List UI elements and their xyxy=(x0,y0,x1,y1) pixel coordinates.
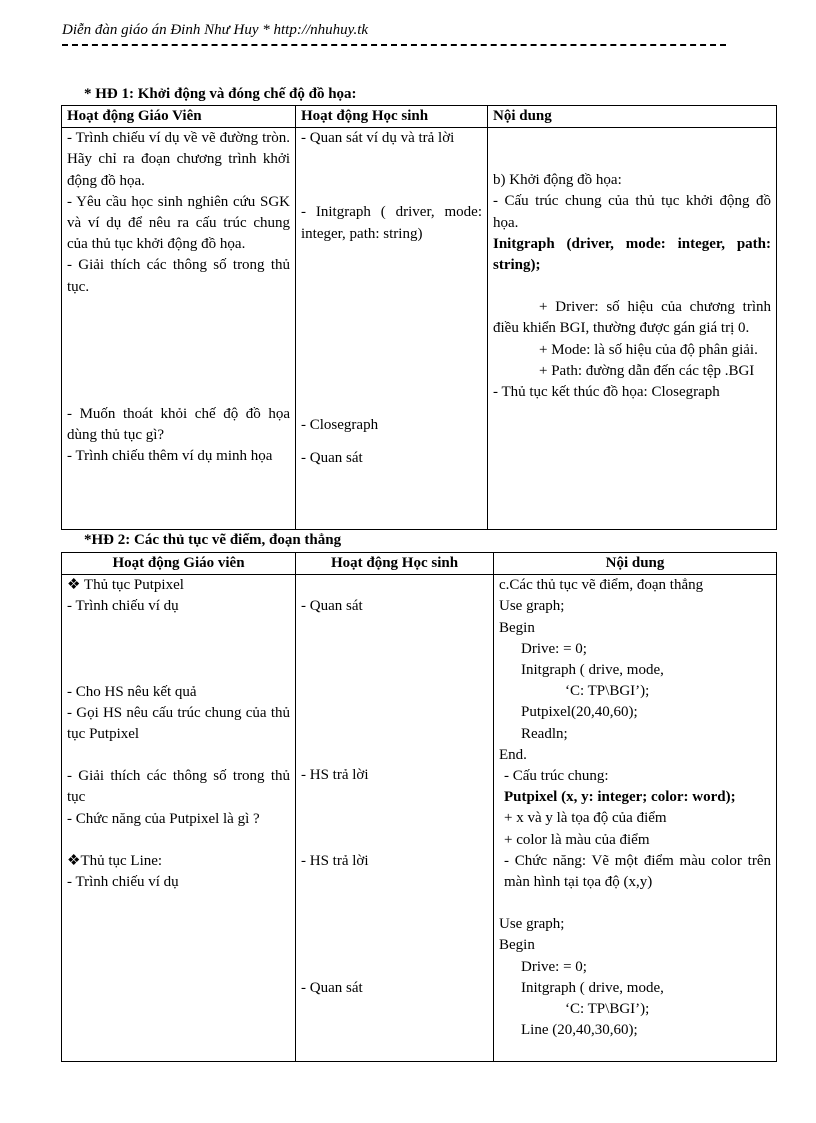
hd2-student-line: - Quan sát xyxy=(301,979,363,996)
hd1-content-heading: b) Khởi động đồ họa: xyxy=(493,172,622,189)
putpixel-function: - Chức năng: Vẽ một điểm màu color trên màn hình tại tọa độ (x,y) xyxy=(504,852,771,891)
hd1-content-path: + Path: đường dẫn đến các tệp .BGI xyxy=(539,362,755,379)
code-line: Line (20,40,30,60); xyxy=(521,1022,638,1039)
hd2-teacher-cell xyxy=(62,575,296,1062)
hd1-teacher-line: - Muốn thoát khỏi chế độ đồ họa dùng thủ tục gì? xyxy=(67,405,290,444)
hd1-student-line: - Closegraph xyxy=(301,416,379,433)
hd2-teacher-line: - Chức năng của Putpixel là gì ? xyxy=(67,810,260,827)
hd1-student-line: - Quan sát ví dụ và trả lời xyxy=(301,130,455,147)
code-line: Drive: = 0; xyxy=(521,640,587,657)
page-header: Diễn đàn giáo án Đinh Như Huy * http://nhuhuy.tk xyxy=(62,22,369,38)
hd1-content-close: - Thủ tục kết thúc đồ họa: Closegraph xyxy=(493,384,720,401)
hd1-teacher-line: - Trình chiếu ví dụ về vẽ đường tròn. Hãy chỉ ra đoạn chương trình khởi động đồ họa. xyxy=(67,130,290,189)
hd1-content-desc: - Cấu trúc chung của thủ tục khởi động đồ họa. xyxy=(493,193,771,231)
param-color: + color là màu của điểm xyxy=(504,831,650,848)
hd2-title: *HĐ 2: Các thủ tục vẽ điểm, đoạn thẳng xyxy=(84,532,342,548)
code-line: Initgraph ( drive, mode, xyxy=(521,979,664,996)
code-line: Use graph; xyxy=(499,916,565,933)
code-line: Use graph; xyxy=(499,598,565,615)
code-line: Readln; xyxy=(521,725,568,742)
hd2-student-line: - HS trả lời xyxy=(301,767,369,784)
hd1-table xyxy=(61,105,777,530)
hd1-student-line: - Quan sát xyxy=(301,450,363,467)
header-divider xyxy=(62,44,726,46)
hd2-content-cell xyxy=(494,575,777,1062)
code-line: End. xyxy=(499,746,527,763)
hd2-table xyxy=(61,552,777,1062)
code-line: Begin xyxy=(499,619,535,636)
hd1-col-teacher: Hoạt động Giáo Viên xyxy=(62,106,296,128)
hd1-col-student: Hoạt động Học sinh xyxy=(296,106,488,128)
hd2-teacher-line: - Trình chiếu ví dụ xyxy=(67,598,179,615)
putpixel-syntax: Putpixel (x, y: integer; color: word); xyxy=(504,789,736,806)
hd2-teacher-line: - Trình chiếu ví dụ xyxy=(67,874,179,891)
code-line: ‘C: TP\BGI’); xyxy=(565,1001,650,1018)
hd1-teacher-cell xyxy=(62,128,296,530)
hd2-col-teacher: Hoạt động Giáo viên xyxy=(62,553,296,575)
param-xy: + x và y là tọa độ của điểm xyxy=(504,810,667,827)
struct-label: - Cấu trúc chung: xyxy=(504,768,609,785)
hd2-col-student: Hoạt động Học sinh xyxy=(296,553,494,575)
code-line: Begin xyxy=(499,937,535,954)
hd1-student-line: - Initgraph ( driver, mode: integer, path: string) xyxy=(301,204,482,242)
hd1-title: * HĐ 1: Khởi động và đóng chế độ đồ họa: xyxy=(84,86,357,102)
hd1-content-driver: + Driver: số hiệu của chương trình điều khiển BGI, thường được gán giá trị 0. xyxy=(493,299,771,337)
hd1-teacher-line: - Trình chiếu thêm ví dụ minh họa xyxy=(67,448,273,465)
hd2-teacher-line: - Giải thích các thông số trong thủ tục xyxy=(67,768,290,806)
hd2-student-cell xyxy=(296,575,494,1062)
hd2-teacher-line: - Gọi HS nêu cấu trúc chung của thủ tục Putpixel xyxy=(67,704,290,743)
putpixel-title: ❖ Thủ tục Putpixel xyxy=(67,577,184,594)
hd2-col-content: Nội dung xyxy=(494,553,777,575)
hd1-content-cell xyxy=(488,128,777,530)
hd2-student-line: - Quan sát xyxy=(301,598,363,615)
hd2-student-line: - HS trả lời xyxy=(301,852,369,869)
hd1-student-cell xyxy=(296,128,488,530)
hd1-teacher-line: - Giải thích các thông số trong thủ tục. xyxy=(67,257,290,295)
code-line: ‘C: TP\BGI’); xyxy=(565,683,650,700)
hd2-content-heading: c.Các thủ tục vẽ điểm, đoạn thẳng xyxy=(499,577,704,594)
hd1-content-syntax: Initgraph (driver, mode: integer, path: string); xyxy=(493,235,771,274)
code-line: Putpixel(20,40,60); xyxy=(521,704,638,721)
code-line: Drive: = 0; xyxy=(521,958,587,975)
line-title: ❖Thủ tục Line: xyxy=(67,852,163,869)
code-line: Initgraph ( drive, mode, xyxy=(521,662,664,679)
hd2-teacher-line: - Cho HS nêu kết quả xyxy=(67,683,197,700)
hd1-teacher-line: - Yêu cầu học sinh nghiên cứu SGK và ví dụ để nêu ra cấu trúc chung của thủ tục khởi động đồ họa. xyxy=(67,193,290,253)
hd1-col-content: Nội dung xyxy=(488,106,777,128)
hd1-content-mode: + Mode: là số hiệu của độ phân giải. xyxy=(539,341,758,358)
